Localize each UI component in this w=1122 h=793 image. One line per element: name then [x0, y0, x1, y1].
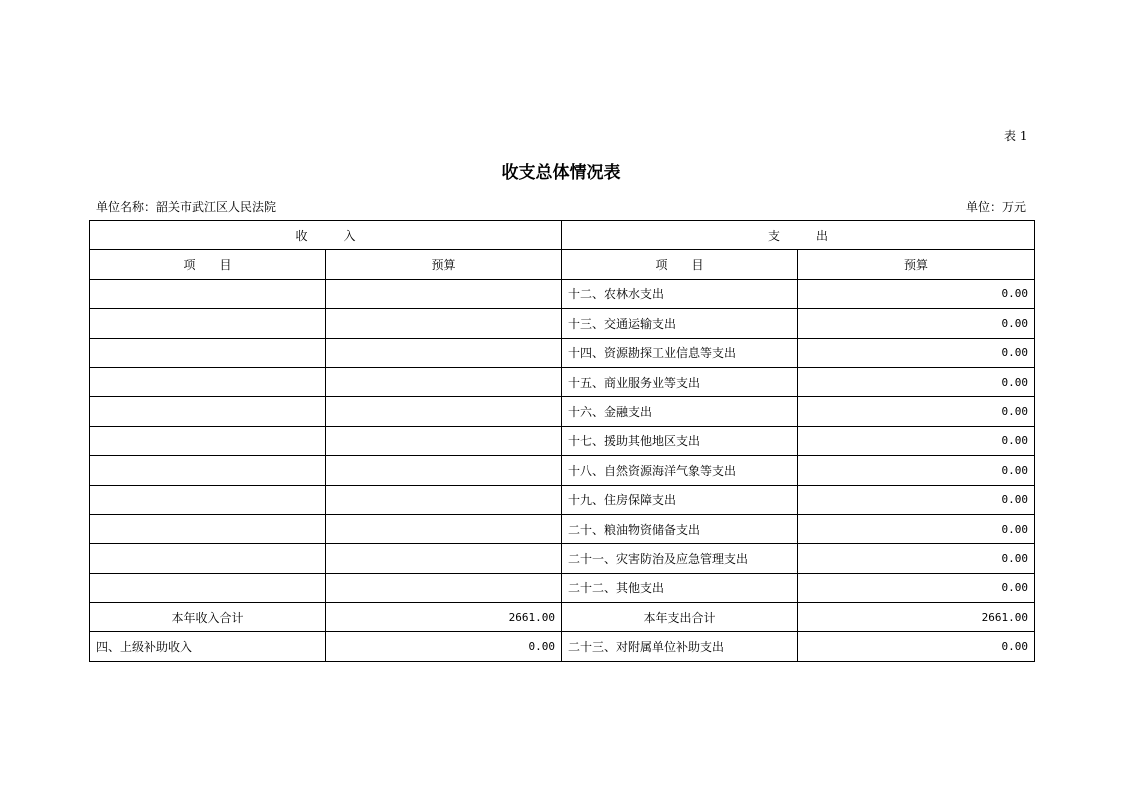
income-budget-cell [326, 573, 562, 602]
expense-budget-header: 预算 [798, 250, 1035, 279]
expense-budget-cell: 0.00 [798, 397, 1035, 426]
expense-item-cell: 二十二、其他支出 [562, 573, 798, 602]
income-item-cell [90, 544, 326, 573]
currency-unit-label: 单位：万元 [965, 200, 1026, 214]
table-row [90, 338, 1035, 367]
income-item-cell [90, 279, 326, 308]
income-budget-cell [326, 426, 562, 455]
income-budget-cell [326, 397, 562, 426]
income-item-cell [90, 309, 326, 338]
expense-budget-cell: 0.00 [798, 309, 1035, 338]
expense-budget-cell: 0.00 [798, 485, 1035, 514]
income-budget-cell [326, 485, 562, 514]
expense-item-cell: 二十、粮油物资储备支出 [562, 514, 798, 543]
expense-item-cell: 十七、援助其他地区支出 [562, 426, 798, 455]
income-budget-cell [326, 456, 562, 485]
expense-budget-cell: 0.00 [798, 544, 1035, 573]
budget-table [89, 220, 1035, 662]
expense-item-cell: 十四、资源勘探工业信息等支出 [562, 338, 798, 367]
table-row [90, 632, 1035, 661]
income-item-cell [90, 456, 326, 485]
table-row [90, 514, 1035, 543]
income-budget-cell [326, 544, 562, 573]
income-budget-cell [326, 514, 562, 543]
income-item-cell [90, 514, 326, 543]
expense-section-header: 支 出 [562, 221, 1035, 250]
expense-budget-cell: 0.00 [798, 367, 1035, 396]
table-body [90, 279, 1035, 661]
income-item-cell [90, 367, 326, 396]
expense-item-cell: 十五、商业服务业等支出 [562, 367, 798, 396]
income-item-cell [90, 338, 326, 367]
table-row [90, 397, 1035, 426]
table-row [90, 279, 1035, 308]
total-row [90, 603, 1035, 632]
income-item-cell [90, 397, 326, 426]
income-item-cell [90, 573, 326, 602]
expense-item-cell: 二十一、灾害防治及应急管理支出 [562, 544, 798, 573]
expense-budget-cell: 0.00 [798, 338, 1035, 367]
income-budget-cell [326, 309, 562, 338]
income-item-cell [90, 485, 326, 514]
income-item-header: 项 目 [90, 250, 326, 279]
expense-item-cell: 二十三、对附属单位补助支出 [562, 632, 798, 661]
income-budget-cell [326, 338, 562, 367]
expense-item-cell: 十六、金融支出 [562, 397, 798, 426]
table-row [90, 367, 1035, 396]
table-row [90, 485, 1035, 514]
expense-budget-cell: 0.00 [798, 632, 1035, 661]
expense-item-cell: 十八、自然资源海洋气象等支出 [562, 456, 798, 485]
table-row [90, 456, 1035, 485]
expense-item-cell: 十九、住房保障支出 [562, 485, 798, 514]
income-budget-cell: 2661.00 [326, 603, 562, 632]
expense-budget-cell: 0.00 [798, 456, 1035, 485]
income-budget-cell: 0.00 [326, 632, 562, 661]
expense-item-cell: 十三、交通运输支出 [562, 309, 798, 338]
table-number: 表 1 [1004, 129, 1028, 143]
expense-budget-cell: 0.00 [798, 279, 1035, 308]
table-row [90, 309, 1035, 338]
expense-item-cell: 本年支出合计 [562, 603, 798, 632]
expense-item-cell: 十二、农林水支出 [562, 279, 798, 308]
income-budget-cell [326, 367, 562, 396]
expense-item-header: 项 目 [562, 250, 798, 279]
expense-budget-cell: 0.00 [798, 514, 1035, 543]
expense-budget-cell: 2661.00 [798, 603, 1035, 632]
expense-budget-cell: 0.00 [798, 426, 1035, 455]
income-section-header: 收 入 [90, 221, 562, 250]
income-budget-header: 预算 [326, 250, 562, 279]
page-title: 收支总体情况表 [501, 163, 621, 183]
income-item-cell: 本年收入合计 [90, 603, 326, 632]
income-budget-cell [326, 279, 562, 308]
table-row [90, 573, 1035, 602]
table-row [90, 544, 1035, 573]
table-row [90, 426, 1035, 455]
expense-budget-cell: 0.00 [798, 573, 1035, 602]
section-header-row [90, 221, 1035, 250]
income-item-cell [90, 426, 326, 455]
column-header-row [90, 250, 1035, 279]
income-item-cell: 四、上级补助收入 [90, 632, 326, 661]
unit-name-label: 单位名称：韶关市武江区人民法院 [96, 200, 277, 214]
